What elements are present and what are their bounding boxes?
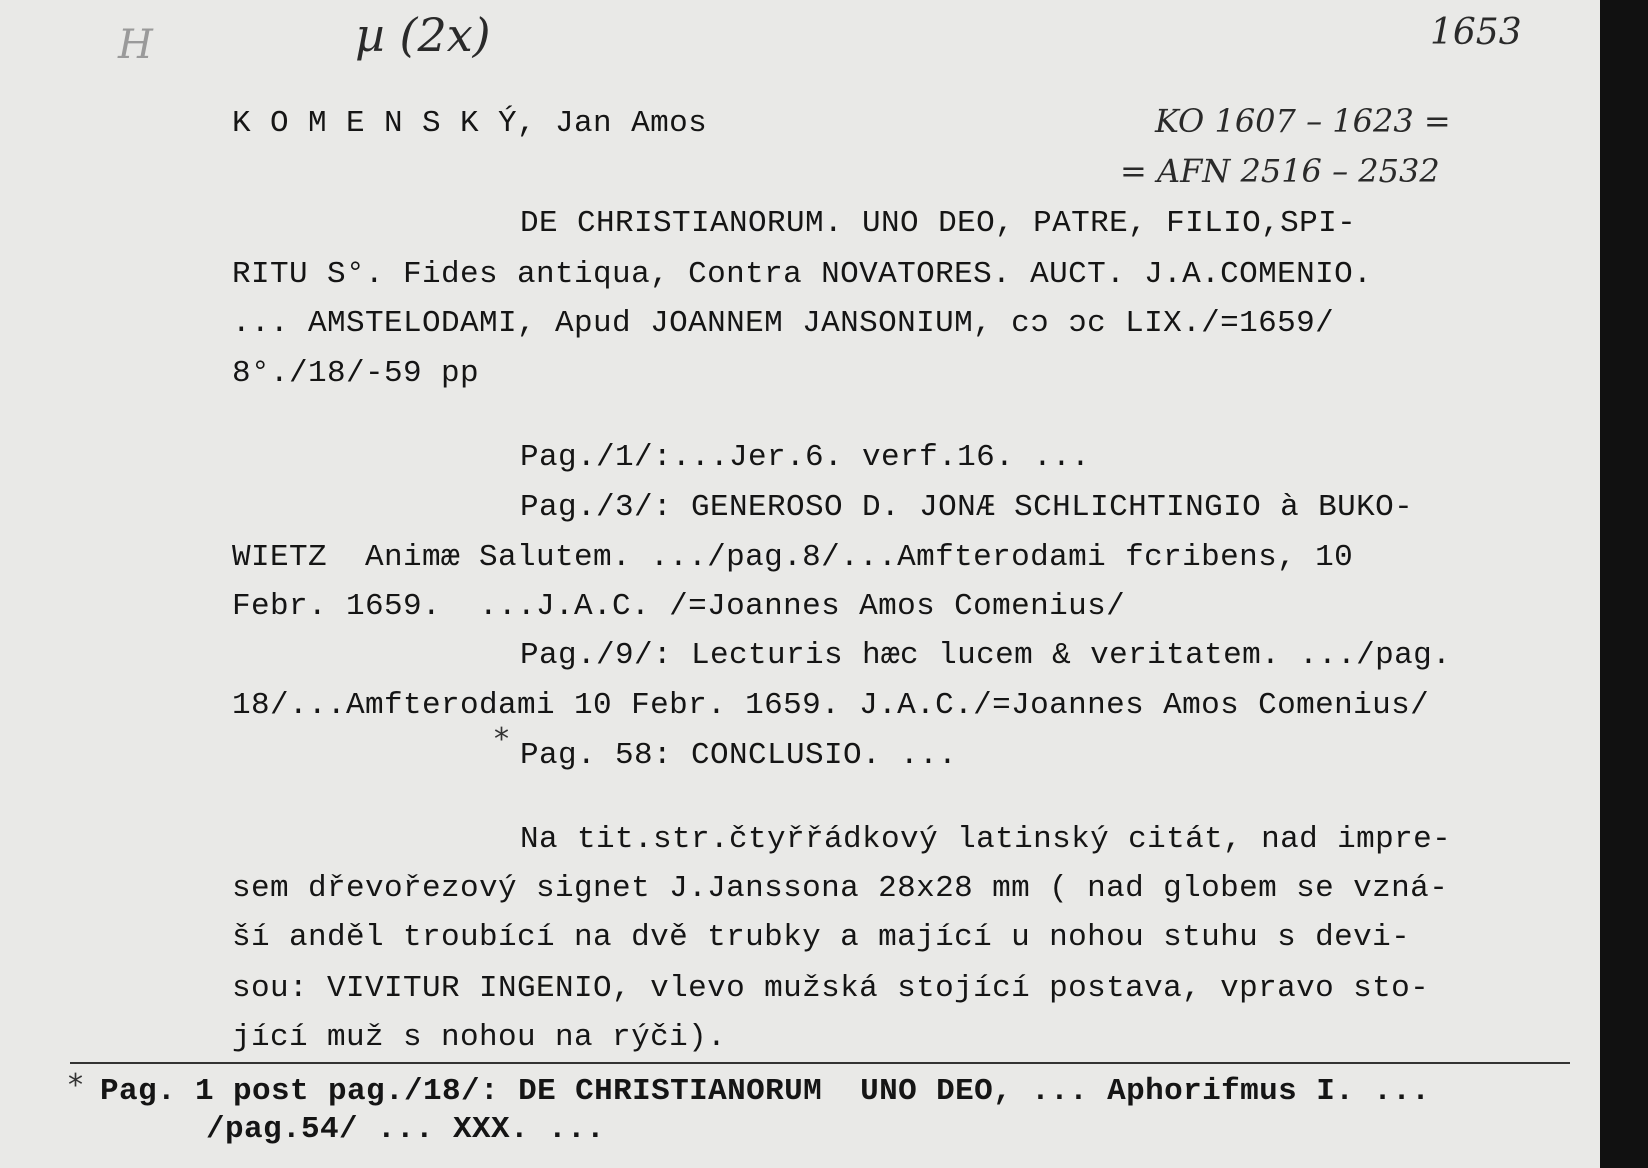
- pagination-line-7: Pag. 58: CONCLUSIO. ...: [520, 738, 958, 773]
- author-heading: K O M E N S K Ý, Jan Amos: [232, 106, 708, 141]
- pagination-line-6: 18/...Amfterodami 10 Febr. 1659. J.A.C./=Joannes Amos Comenius/: [232, 688, 1430, 723]
- footnote-divider: [70, 1062, 1570, 1064]
- handwritten-ref-line-1: KO 1607 – 1623 =: [1155, 102, 1451, 140]
- title-line-2: RITU S°. Fides antiqua, Contra NOVATORES. AUCT. J.A.COMENIO.: [232, 257, 1373, 292]
- scan-border: [1600, 0, 1648, 1168]
- title-line-3: ... AMSTELODAMI, Apud JOANNEM JANSONIUM, cɔ ɔc LIX./=1659/: [232, 306, 1335, 341]
- handwritten-h: H: [118, 22, 153, 68]
- pagination-line-5: Pag./9/: Lecturis hæc lucem & veritatem. .../pag.: [520, 638, 1452, 673]
- handwritten-mu-note: µ (2x): [355, 8, 491, 62]
- asterisk-mark-inline: *: [494, 722, 509, 757]
- note-line-2: sem dřevořezový signet J.Janssona 28x28 mm ( nad globem se vzná-: [232, 871, 1449, 906]
- collation-line: 8°./18/-59 pp: [232, 356, 480, 391]
- title-line-1: DE CHRISTIANORUM. UNO DEO, PATRE, FILIO,SPI-: [520, 206, 1357, 241]
- asterisk-mark-footnote: *: [68, 1068, 83, 1103]
- note-line-1: Na tit.str.čtyřřádkový latinský citát, nad impre-: [520, 822, 1452, 857]
- note-line-5: jící muž s nohou na rýči).: [232, 1020, 727, 1055]
- handwritten-card-number: 1653: [1430, 12, 1522, 53]
- pagination-line-2: Pag./3/: GENEROSO D. JONÆ SCHLICHTINGIO à BUKO-: [520, 490, 1414, 525]
- pagination-line-4: Febr. 1659. ...J.A.C. /=Joannes Amos Comenius/: [232, 589, 1126, 624]
- footnote-line-2: /pag.54/ ... XXX. ...: [206, 1112, 606, 1147]
- pagination-line-1: Pag./1/:...Jer.6. verf.16. ...: [520, 440, 1091, 475]
- handwritten-ref-line-2: = AFN 2516 – 2532: [1120, 152, 1440, 190]
- note-line-3: ší anděl troubící na dvě trubky a mající u nohou stuhu s devi-: [232, 920, 1411, 955]
- pagination-line-3: WIETZ Animæ Salutem. .../pag.8/...Amfterodami fcribens, 10: [232, 540, 1354, 575]
- footnote-line-1: Pag. 1 post pag./18/: DE CHRISTIANORUM UNO DEO, ... Aphorifmus I. ...: [100, 1074, 1431, 1109]
- note-line-4: sou: VIVITUR INGENIO, vlevo mužská stojící postava, vpravo sto-: [232, 971, 1430, 1006]
